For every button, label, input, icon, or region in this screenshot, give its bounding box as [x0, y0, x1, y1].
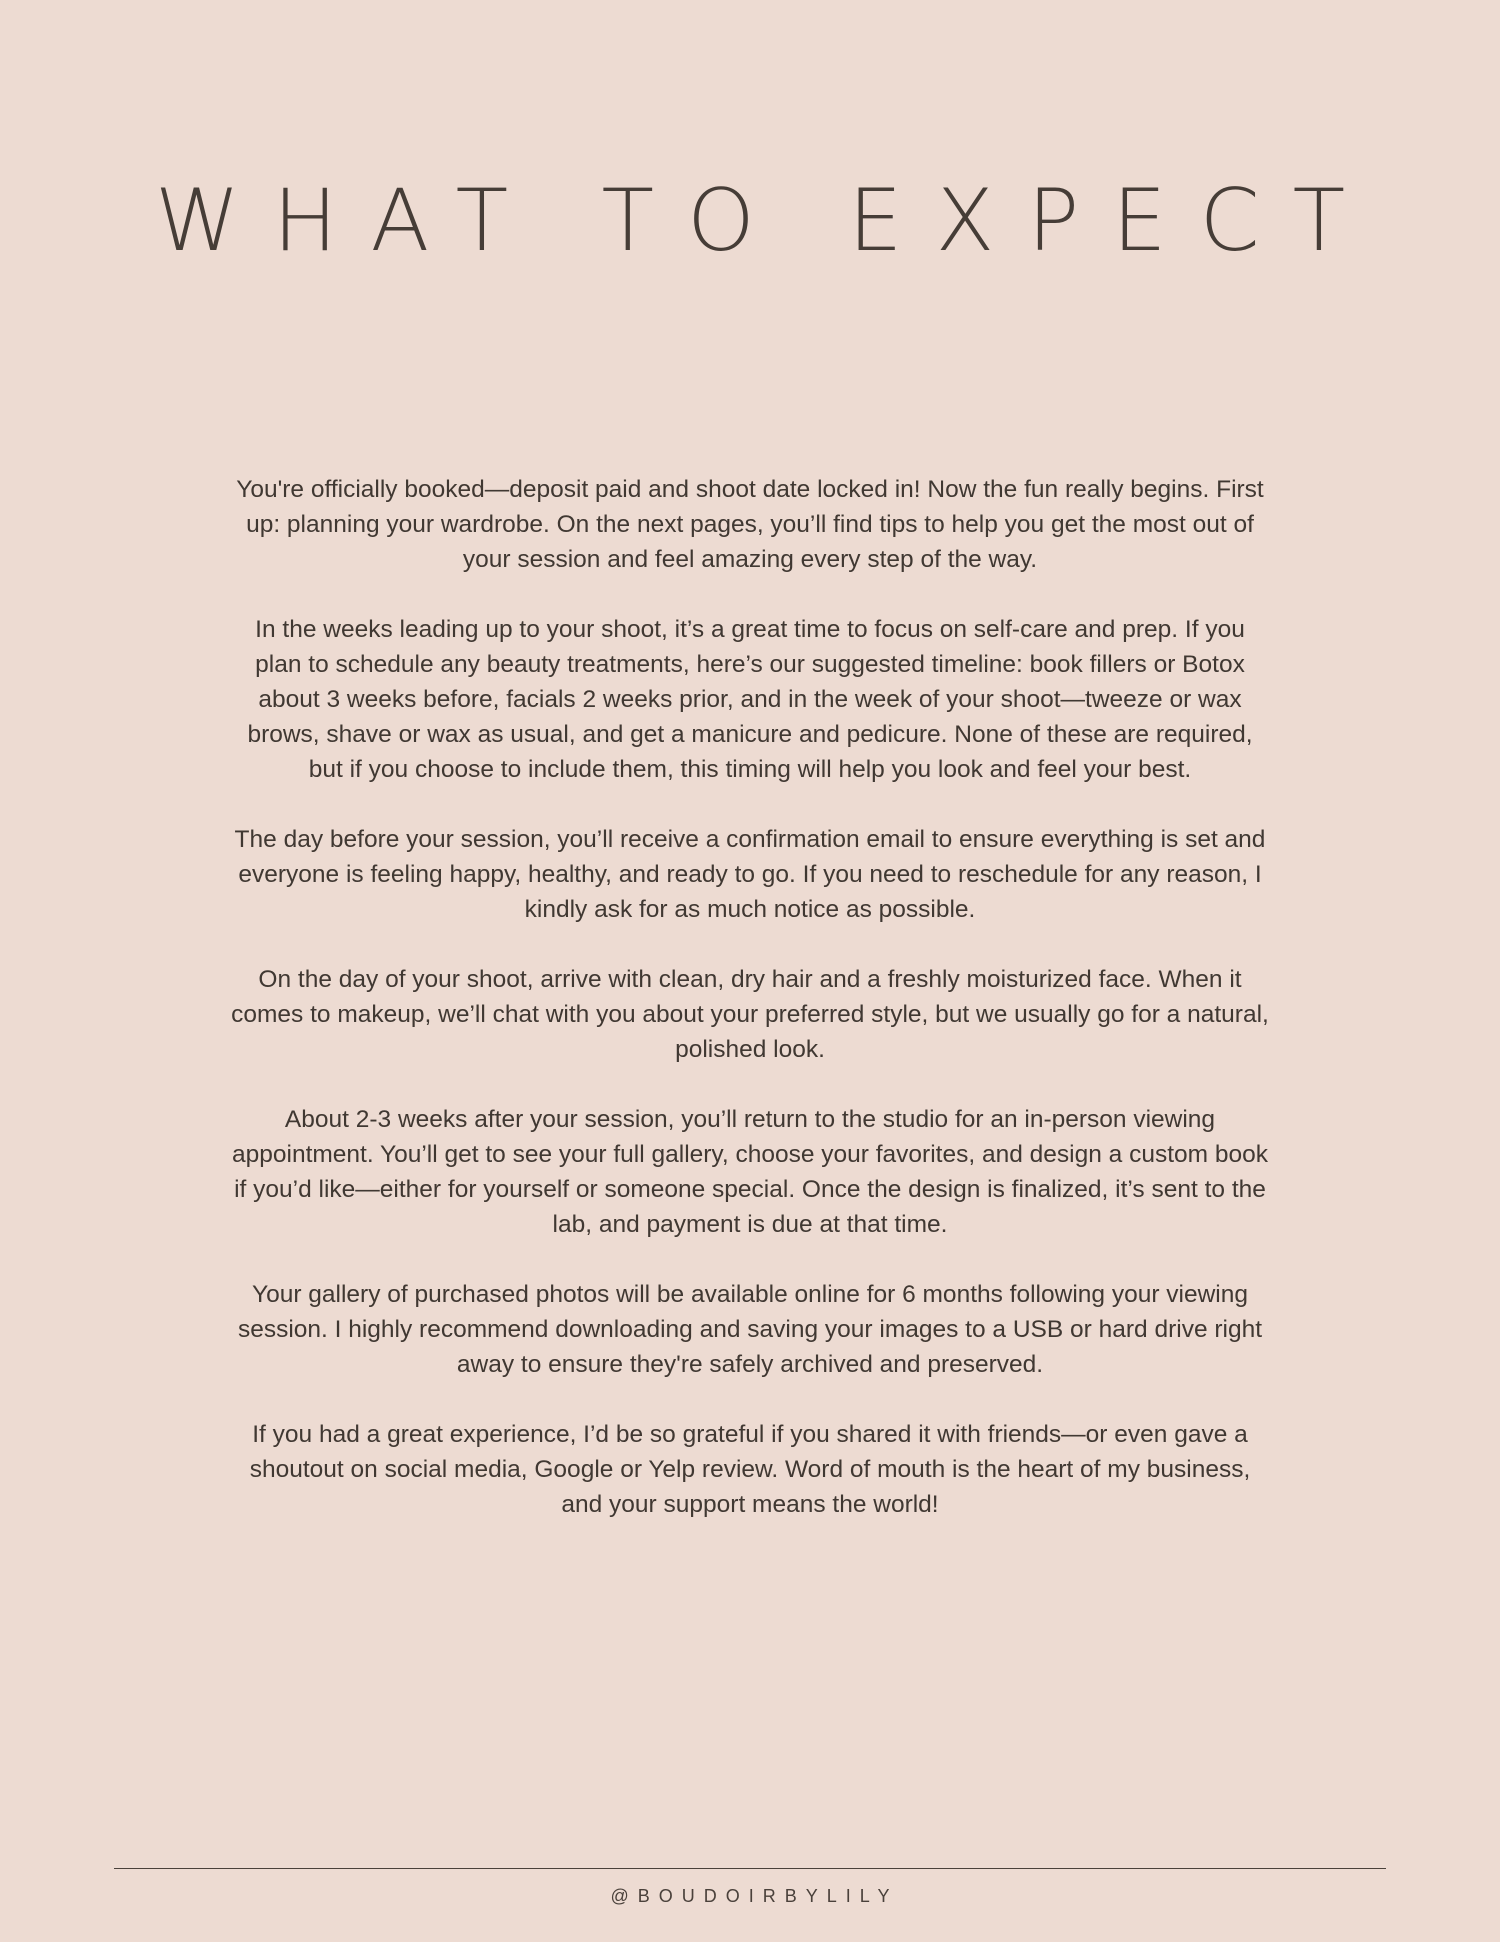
page-title: WHAT TO EXPECT: [154, 170, 1379, 271]
body-content: [230, 472, 1270, 1557]
paragraph-prep-timeline: In the weeks leading up to your shoot, it’s a great time to focus on self-care and prep. If you plan to schedule any beauty treatments, here’s our suggested timeline: book fillers or Botox about 3 weeks before, facials 2 weeks prior, and in the week of your shoot—tweeze or wax brows, shave or wax as usual, and get a manicure and pedicure. None of these are required, but if you choose to include them, this timing will help you look and feel your best.: [247, 616, 1253, 783]
paragraph-review: If you had a great experience, I’d be so grateful if you shared it with friends—or even gave a shoutout on social media, Google or Yelp review. Word of mouth is the heart of my business, and your support means the world!: [249, 1421, 1251, 1518]
paragraph-day-before: The day before your session, you’ll receive a confirmation email to ensure everything is set and everyone is feeling happy, healthy, and ready to go. If you need to reschedule for any reason, I kindly ask for as much notice as possible.: [234, 826, 1266, 923]
paragraph-shoot-day: On the day of your shoot, arrive with clean, dry hair and a freshly moisturized face. When it comes to makeup, we’ll chat with you about your preferred style, but we usually go for a natural, polished look.: [231, 966, 1269, 1063]
footer-divider: [114, 1868, 1386, 1869]
paragraph-gallery: Your gallery of purchased photos will be available online for 6 months following your viewing session. I highly recommend downloading and saving your images to a USB or hard drive right away to ensure they're safely archived and preserved.: [237, 1281, 1263, 1378]
footer-social-handle: @BOUDOIRBYLILY: [610, 1886, 899, 1906]
paragraph-booking: You're officially booked—deposit paid and shoot date locked in! Now the fun really begins. First up: planning your wardrobe. On the next pages, you’ll find tips to help you get the most out of your session and feel amazing every step of the way.: [236, 476, 1264, 573]
paragraph-viewing: About 2-3 weeks after your session, you’ll return to the studio for an in-person viewing appointment. You’ll get to see your full gallery, choose your favorites, and design a custom book if you’d like—either for yourself or someone special. Once the design is finalized, it’s sent to the lab, and payment is due at that time.: [232, 1106, 1268, 1238]
